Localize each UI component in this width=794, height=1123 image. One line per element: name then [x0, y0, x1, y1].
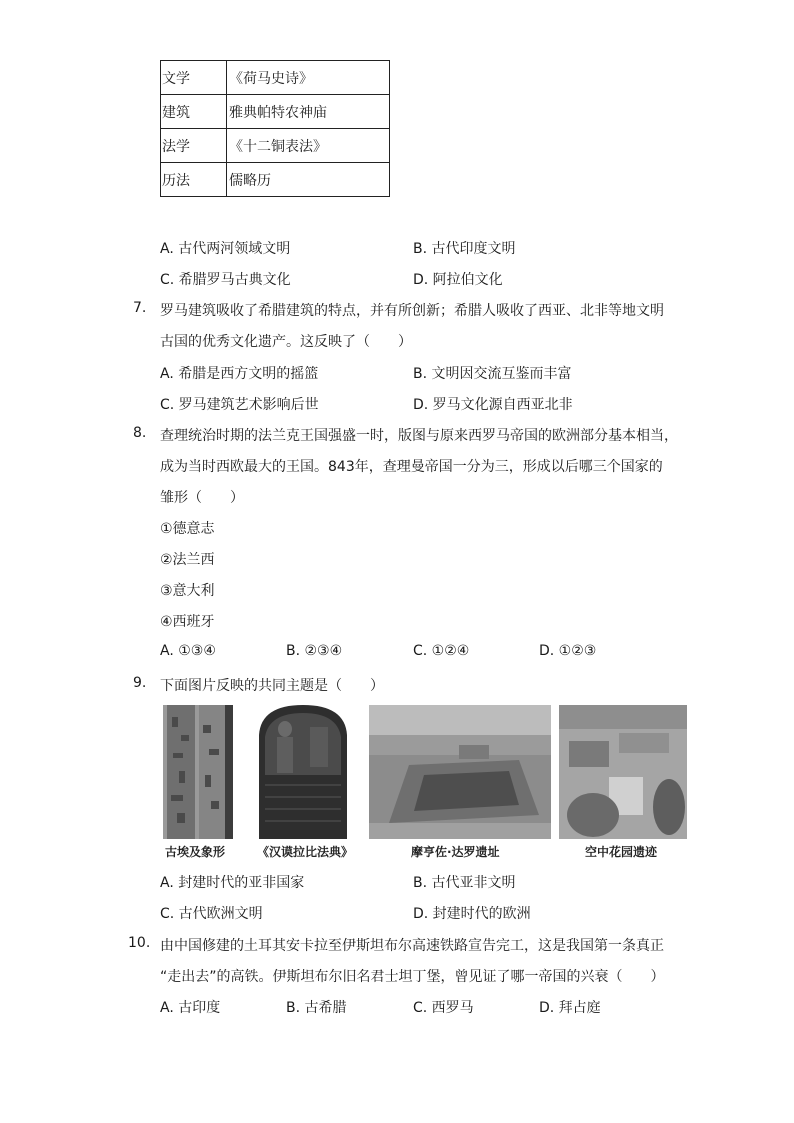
image-caption: 空中花园遗迹: [585, 845, 658, 859]
q10-stem: 由中国修建的土耳其安卡拉至伊斯坦布尔高速铁路宣告完工，这是我国第一条真正: [160, 938, 664, 954]
table-cell-value: 《十二铜表法》: [227, 129, 390, 163]
q9-number: 9.: [133, 675, 147, 691]
q8-stem: 雏形（ ）: [160, 490, 244, 506]
table-cell-value: 儒略历: [227, 163, 390, 197]
q10-option-c[interactable]: C. 西罗马: [413, 1000, 474, 1016]
q7-option-c[interactable]: C. 罗马建筑艺术影响后世: [160, 397, 319, 413]
q6-option-d[interactable]: D. 阿拉伯文化: [413, 272, 503, 288]
q8-item: ②法兰西: [160, 552, 215, 568]
table-cell-label: 文学: [161, 61, 227, 95]
image-caption: 古埃及象形: [165, 845, 226, 859]
culture-table: [160, 60, 390, 197]
mohenjo-daro-photo: [369, 705, 551, 839]
q9-option-c[interactable]: C. 古代欧洲文明: [160, 906, 263, 922]
q8-item: ④西班牙: [160, 614, 215, 630]
table-cell-value: 雅典帕特农神庙: [227, 95, 390, 129]
q7-option-b[interactable]: B. 文明因交流互鉴而丰富: [413, 366, 572, 382]
q6-option-c[interactable]: C. 希腊罗马古典文化: [160, 272, 291, 288]
table-cell-label: 法学: [161, 129, 227, 163]
q10-number: 10.: [128, 935, 151, 951]
q8-number: 8.: [133, 425, 147, 441]
q8-option-a[interactable]: A. ①③④: [160, 643, 216, 659]
q7-option-d[interactable]: D. 罗马文化源自西亚北非: [413, 397, 573, 413]
q8-item: ①德意志: [160, 521, 215, 537]
q10-option-d[interactable]: D. 拜占庭: [539, 1000, 601, 1016]
hammurabi-stele-photo: [255, 705, 351, 839]
table-cell-value: 《荷马史诗》: [227, 61, 390, 95]
q6-option-a[interactable]: A. 古代两河领域文明: [160, 241, 291, 257]
q10-option-a[interactable]: A. 古印度: [160, 1000, 221, 1016]
hieroglyph-photo: [163, 705, 233, 839]
image-caption: 《汉谟拉比法典》: [257, 845, 354, 859]
q8-option-b[interactable]: B. ②③④: [286, 643, 343, 659]
q9-option-d[interactable]: D. 封建时代的欧洲: [413, 906, 531, 922]
q8-option-c[interactable]: C. ①②④: [413, 643, 470, 659]
q7-stem: 古国的优秀文化遗产。这反映了（ ）: [160, 334, 412, 350]
table-row: [161, 61, 390, 95]
table-cell-label: 历法: [161, 163, 227, 197]
q8-stem: 成为当时西欧最大的王国。843年，查理曼帝国一分为三，形成以后哪三个国家的: [160, 459, 663, 475]
q10-option-b[interactable]: B. 古希腊: [286, 1000, 347, 1016]
table-cell-label: 建筑: [161, 95, 227, 129]
q7-stem: 罗马建筑吸收了希腊建筑的特点，并有所创新；希腊人吸收了西亚、北非等地文明: [160, 303, 664, 319]
q8-option-d[interactable]: D. ①②③: [539, 643, 597, 659]
q7-number: 7.: [133, 300, 147, 316]
q8-stem: 查理统治时期的法兰克王国强盛一时，版图与原来西罗马帝国的欧洲部分基本相当，: [160, 428, 678, 444]
hanging-gardens-photo: [559, 705, 687, 839]
q10-stem: “走出去”的高铁。伊斯坦布尔旧名君士坦丁堡，曾见证了哪一帝国的兴衰（ ）: [160, 969, 665, 985]
q9-stem: 下面图片反映的共同主题是（ ）: [160, 678, 384, 694]
q9-option-a[interactable]: A. 封建时代的亚非国家: [160, 875, 305, 891]
table-row: [161, 163, 390, 197]
image-caption: 摩亨佐·达罗遗址: [411, 845, 500, 859]
q8-item: ③意大利: [160, 583, 215, 599]
table-row: [161, 129, 390, 163]
table-row: [161, 95, 390, 129]
q7-option-a[interactable]: A. 希腊是西方文明的摇篮: [160, 366, 319, 382]
q6-option-b[interactable]: B. 古代印度文明: [413, 241, 516, 257]
q9-option-b[interactable]: B. 古代亚非文明: [413, 875, 516, 891]
